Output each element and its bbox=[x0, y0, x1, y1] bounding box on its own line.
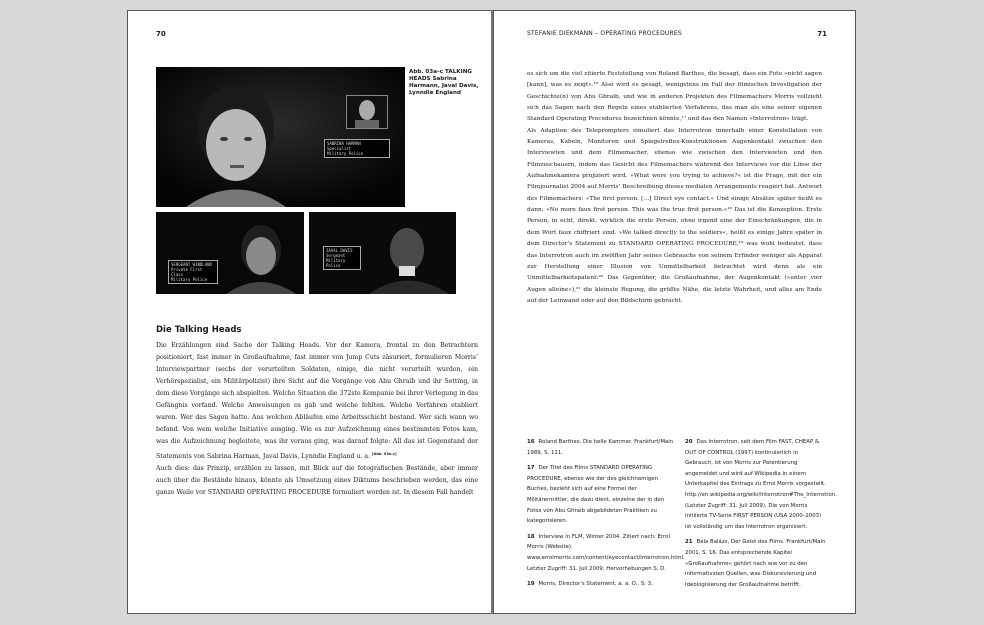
footnote bbox=[685, 537, 827, 590]
footnote-number: 17 bbox=[527, 465, 535, 472]
page-number-right: 71 bbox=[817, 30, 827, 38]
section-heading: Die Talking Heads bbox=[156, 325, 242, 335]
footnote-number: 18 bbox=[527, 533, 535, 540]
paragraph: Auch dies: das Prinzip, erzählen zu lassen, mit Blick auf die fotografischen Bestände, aber immer auch über die Bestände hinaus, könnte als Umsetzung eines Diktums beschrieben werden, das eine ganze Weile vor STANDARD OPERATING PROCEDURE formuliert worden ist. In diesem Fall handelt bbox=[156, 465, 478, 497]
figure-caption: Abb. 03a–c TALKING HEADS Sabrina Harmann, Javal Davis, Lynndie England bbox=[409, 69, 479, 96]
footnote-number: 19 bbox=[527, 581, 535, 588]
figure-photo-small-1 bbox=[156, 212, 304, 294]
overlay-unit: Military Police bbox=[171, 277, 208, 282]
overlay-name: SABRINA HARMAN bbox=[327, 141, 361, 146]
overlay-name: JAVAL DAVIS bbox=[326, 248, 353, 253]
inset-portrait bbox=[346, 95, 388, 129]
right-body-text bbox=[527, 69, 822, 307]
footnotes-column-right bbox=[685, 437, 837, 595]
footnote-text: Das Interrotron, seit dem Film FAST, CHEAP & OUT OF CONTROL (1997) kontinuierlich in Gebrauch, ist von Morris zur Patentierung angemeldet und wird auf Wikipedia in einem Unterkapitel des Eintrags zu Errol Morris vorgestellt. http://en.wikipedia.org/wiki/Interrotron#The_Interrotron. (Letzter Zugriff: 31. Juli 2009). Die von Morris initiierte TV-Serie FIRST PERSON (USA 2000–2003) ist vollständig um das Interrotron organisiert. bbox=[685, 439, 837, 530]
footnote-number: 16 bbox=[527, 439, 535, 445]
page-number-left: 70 bbox=[156, 30, 166, 38]
footnote bbox=[527, 532, 685, 574]
right-page bbox=[493, 10, 856, 614]
lower-third-small-1 bbox=[168, 260, 218, 284]
lower-third-main bbox=[324, 139, 390, 158]
footnote bbox=[527, 437, 675, 458]
figure-photo-small-2 bbox=[309, 212, 456, 294]
figure-photo-main bbox=[156, 67, 405, 207]
overlay-rank: Specialist bbox=[327, 146, 352, 151]
paragraph-text: Die Erzählungen sind Sache der Talking Heads. Vor der Kamera, frontal zu den Betrachtern positioniert, fast immer in Großaufnahme, fast immer von Jump Cuts zäsuriert, formulieren Morris’ Interviewpartner (sechs der verurteilten Soldaten, einige, die nicht verurteilt wurden, ein Verhörspezialist, ein Militärpolizist) ihre Sicht auf die Vorgänge von Abu Ghraib und ihr Setting, in dem diese Vorgänge sich abspielten. Welche Situation die 372ste Kompanie bei ihrer Verlegung in das Gefängnis vorfand. Welche Anweisungen es gab und welche fehlten. Welche Verfahren etabliert waren. Wer das Sagen hatte. Aus welchen Abläufen eine Arbeitsschicht bestand. Wer sich wann wo befand. Von wem welche Initiative ausging. Wie es zur Aufzeichnung eines bestimmten Fotos kam, was die Aufzeichnung begleitete, was ihr voraus ging, was darauf folgte: All das ist Gegenstand der Statements von Sabrina Harman, Javal Davis, Lynndie England u. a. bbox=[156, 342, 478, 461]
left-body-text bbox=[156, 340, 478, 499]
footnote-text: Roland Barthes, Die helle Kammer. Frankfurt/Main 1989, S. 111. bbox=[527, 439, 674, 456]
footnote-number: 20 bbox=[685, 439, 693, 445]
footnote-text: Béla Balázs, Der Geist des Films. Frankfurt/Main 2001, S. 16. Das entsprechende Kapitel »Großaufnahme« gehört nach wie vor zu den informativsten Quellen, was Diskursivierung und Ideologisierung der Großaufnahme betrifft. bbox=[685, 539, 826, 588]
footnote bbox=[685, 437, 837, 532]
footnote-text: Interview in FLM, Winter 2004. Zitiert nach: Errol Morris (Website). www.errolmorris.com/content/eyecontact/interrotron.html. Letzter Zugriff: 31. Juli 2009; Hervorhebungen S. D. bbox=[527, 533, 685, 572]
footnote bbox=[527, 579, 675, 590]
left-page bbox=[127, 10, 492, 614]
paragraph: Als Adaption des Teleprompters simuliert das Interrotron innerhalb einer Konstellation von Kameras, Kabeln, Monitoren und Spiegelreflex-Konstruktionen Augenkontakt zwischen den Interviewten und dem Filmemacher, ebenso wie zwischen den Interviewten und den Filmzuschauern, indem das Gesicht des Filmemachers während des Interviews vor die Linse der Aufnahmekamera projiziert wird. »What were you trying to achieve?« ist die Frage, mit der ein Filmjournalist 2004 auf Morris’ Beschreibung dieses medialen Arrangements reagiert hat. Antwort des Filmemachers: »The first person. […] Direct eye contact.« Und einige Absätze später heißt es dann: »No more faux first person. This was the true first person.«¹⁸ Das ist die Konzeption. Erste Person, in echt, direkt, wirklich die erste Person, ohne irgend eine der Einschränkungen, die in dem Wort faux chiffriert sind. »We talked directly to the soldiers«, heißt es einige Jahre später in dem Director’s Statement zu STANDARD OPERATING PROCEDURE,¹⁹ was wohl bedeutet, dass das Interrotron auch im zwölften Jahr seines Gebrauchs von seinem Erfinder weniger als Apparat zur Herstellung einer Illusion von Unmittelbarkeit betrachtet wird denn als ein Unmittelbarkeitspatent:²⁰ Das Gegenüber, die Großaufnahme, der Augenkontakt (»unter vier Augen alleine«),²¹ die kleinste Regung, die größte Nähe, die letzte Wahrheit, und alles am Ende auf der Leinwand oder auf den Bildschirm gebracht. bbox=[527, 127, 822, 304]
figure-reference: [Abb. 03a–c] bbox=[372, 452, 397, 456]
paragraph: es sich um die viel zitierte Feststellung von Roland Barthes, die besagt, dass ein Foto »nicht sagen [kann], was es zeigt«.¹⁶ Also wird es gesagt, wenigstens im Fall der filmischen Investigation der Geschichte(n) von Abu Ghraib, und wie in anderen Projekten des Filmemachers Morris vollzieht sich das Sagen nach den Regeln eines etablierten Verfahrens, das man als eine seiner eigenen Standard Operating Procedures bezeichnen könnte,¹⁷ und das den Namen »Interrotron« trägt. bbox=[527, 71, 822, 123]
footnote-number: 21 bbox=[685, 539, 693, 546]
overlay-rank: Sergeant bbox=[326, 253, 346, 258]
overlay-rank: Private First Class bbox=[171, 267, 203, 277]
footnote-text: Morris, Director’s Statement, a. a. O., S. 3. bbox=[538, 581, 653, 588]
overlay-unit: Military Police bbox=[326, 258, 346, 268]
overlay-name: SERGEANT WINDLAND bbox=[171, 262, 212, 267]
lower-third-small-2 bbox=[323, 246, 361, 270]
portrait-woman-illustration bbox=[156, 67, 405, 207]
paragraph bbox=[156, 340, 478, 463]
footnote-text: Der Titel des Films STANDARD OPERATING PROCEDURE, ebenso wie der des gleichnamigen Buches, bezieht sich auf eine Formel der Militärermittler, die dazu dient, einzelne der in den Fotos von Abu Ghraib abgebildeten Praktiken zu kategorisieren. bbox=[527, 465, 665, 525]
footnotes-column-left bbox=[527, 437, 685, 595]
overlay-unit: Military Police bbox=[327, 151, 364, 156]
footnote bbox=[527, 463, 675, 527]
running-head: STEFANIE DIEKMANN – OPERATING PROCEDURES bbox=[527, 30, 682, 37]
